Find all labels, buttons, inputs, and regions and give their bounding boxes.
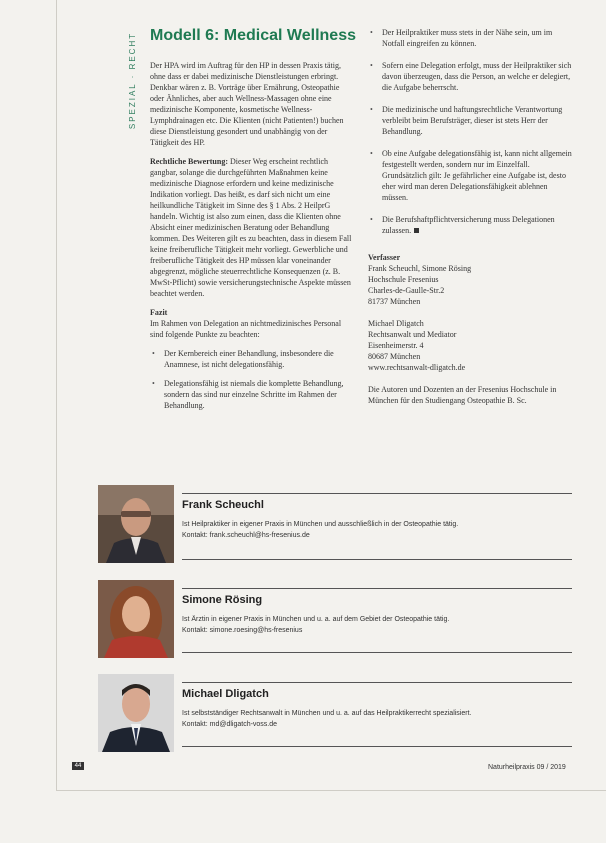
article-title: Modell 6: Medical Wellness: [150, 27, 356, 44]
bewertung-paragraph: [150, 156, 355, 299]
verfasser-heading: Verfasser: [368, 253, 401, 262]
verfasser-line: 81737 München: [368, 297, 421, 306]
list-item: • Sofern eine Delegation erfolgt, muss der Heilpraktiker sich davon überzeugen, dass die Person, an welche er delegiert, die Aufgabe beherrscht.: [368, 60, 573, 93]
section-label: SPEZIAL · RECHT: [128, 31, 138, 130]
closing-paragraph: Die Autoren und Dozenten an der Fresenius Hochschule in München für den Studiengang Osteopathie B. Sc.: [368, 385, 557, 405]
author-bio: Ist Heilpraktiker in eigener Praxis in München und ausschließlich in der Osteopathie tätig. Kontakt: frank.scheuchl@hs-fresenius.de: [182, 521, 459, 539]
right-column: [368, 27, 573, 414]
verfasser-line: Hochschule Fresenius: [368, 275, 439, 284]
journal-footer: Naturheilpraxis 09 / 2019: [488, 764, 566, 771]
bewertung-text: Dieser Weg erscheint rechtlich gangbar, solange die durchgeführten Maßnahmen keine medizinische Diagnose erfordern und keine medizinische Indikation vorliegt. Das heißt, es darf sich nicht um eine heilkundliche Tätigkeit im Sinne des § 1 Abs. 2 HeilprG handeln. Wichtig ist also zum einen, dass die Klienten ohne Absicht einer medizinischen Beratung oder Behandlung kommen. Des Weiteren gilt es zu beachten, dass in diesem Fall keine freiberufliche Tätigkeit mehr vorliegt. Gewerbliche und freiberufliche Tätigkeit des HP müssen klar voneinander abgegrenzt, mögliche steuerrechtliche Konsequenzen (z. B. MwSt-Pflicht) sowie versicherungstechnische Aspekte müssen beachtet werden.: [150, 157, 352, 298]
author-card-roesing: [98, 580, 572, 664]
bewertung-label: Rechtliche Bewertung:: [150, 157, 228, 166]
author-contact[interactable]: Kontakt: md@dligatch-voss.de: [182, 721, 278, 728]
author-bio: Ist selbstständiger Rechtsanwalt in München und u. a. auf das Heilpraktikerrecht spezialisiert. Kontakt: md@dligatch-voss.de: [182, 710, 472, 728]
dligatch-line: 80687 München: [368, 352, 421, 361]
list-item: • Der Heilpraktiker muss stets in der Nähe sein, um im Notfall eingreifen zu können.: [368, 27, 573, 49]
verfasser-line: Charles-de-Gaulle-Str.2: [368, 286, 445, 295]
list-item: • Die Berufshaftpflichtversicherung muss Delegationen zulassen.: [368, 214, 573, 236]
end-mark-icon: [414, 228, 419, 233]
dligatch-line: Eisenheimerstr. 4: [368, 341, 424, 350]
page-number: 44: [72, 762, 84, 770]
page-spine-line: [56, 0, 57, 790]
author-card-scheuchl: [98, 485, 572, 569]
dligatch-block: [368, 318, 573, 373]
fazit-heading: Fazit: [150, 308, 168, 317]
author-card-dligatch: [98, 674, 572, 758]
list-item: • Der Kernbereich einer Behandlung, insbesondere die Anamnese, ist nicht delegationsfähig.: [150, 348, 355, 370]
list-item: • Delegationsfähig ist niemals die komplette Behandlung, sondern das sind nur einzelne Schritte im Rahmen der Behandlung.: [150, 378, 355, 411]
delegation-rules-list: [368, 27, 573, 236]
divider: [182, 682, 572, 683]
author-name: Michael Dligatch: [182, 688, 269, 700]
divider: [182, 493, 572, 494]
verfasser-block: [368, 252, 573, 307]
fazit-list: [150, 348, 355, 411]
author-photo: [98, 674, 174, 752]
verfasser-line: Frank Scheuchl, Simone Rösing: [368, 264, 472, 273]
fazit-intro: Im Rahmen von Delegation an nichtmedizinisches Personal sind folgende Punkte zu beachten:: [150, 319, 342, 339]
divider: [182, 652, 572, 653]
page-bottom-edge: [56, 790, 606, 791]
author-photo: [98, 485, 174, 563]
author-name: Frank Scheuchl: [182, 499, 264, 511]
list-item: • Ob eine Aufgabe delegationsfähig ist, kann nicht allgemein festgestellt werden, sondern nur im Einzelfall. Grundsätzlich gilt: Je gefährlicher eine Aufgabe ist, desto eher wird man deren Delegationsfähigkeit ablehnen müssen.: [368, 148, 573, 203]
dligatch-line: Michael Dligatch: [368, 319, 424, 328]
dligatch-website-link[interactable]: www.rechtsanwalt-dligatch.de: [368, 363, 466, 372]
left-column: [150, 60, 355, 419]
intro-paragraph: Der HPA wird im Auftrag für den HP in dessen Praxis tätig, ohne dass er dabei medizinische Dienstleistungen erbringt. Denkbar wären z. B. Vorträge über Ernährung, Osteopathie oder Ähnliches, aber auch Wellness-Massagen ohne eine medizinische Komponente, kosmetische Wellness-Lymphdrainagen etc. Die Klienten (nicht Patienten!) buchen diese Dienstleistung gesondert und unabhängig von der Tätigkeit des HP.: [150, 61, 344, 147]
author-name: Simone Rösing: [182, 594, 263, 606]
divider: [182, 559, 572, 560]
author-contact[interactable]: Kontakt: frank.scheuchl@hs-fresenius.de: [182, 532, 310, 539]
author-photo: [98, 580, 174, 658]
author-bio: Ist Ärztin in eigener Praxis in München und u. a. auf dem Gebiet der Osteopathie tätig. Kontakt: simone.roesing@hs-fresenius: [182, 616, 450, 634]
list-item: • Die medizinische und haftungsrechtliche Verantwortung verbleibt beim Berufsträger, dieser ist stets Herr der Behandlung.: [368, 104, 573, 137]
divider: [182, 746, 572, 747]
author-contact[interactable]: Kontakt: simone.roesing@hs-fresenius: [182, 627, 303, 634]
divider: [182, 588, 572, 589]
dligatch-line: Rechtsanwalt und Mediator: [368, 330, 457, 339]
